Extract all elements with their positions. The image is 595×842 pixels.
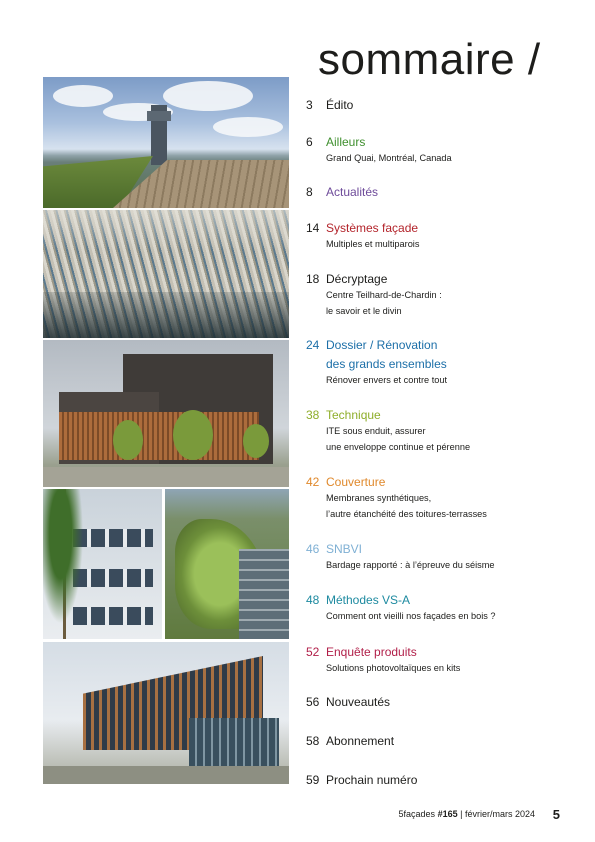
toc-page-number: 8 — [306, 185, 313, 199]
toc-heading: Couverture — [326, 475, 386, 489]
photo-column — [43, 77, 289, 784]
toc-subtitle: ITE sous enduit, assurer — [326, 426, 426, 436]
toc-page-number: 14 — [306, 221, 320, 235]
toc-heading: Ailleurs — [326, 135, 366, 149]
toc-heading: Prochain numéro — [326, 773, 418, 787]
toc-page-number: 58 — [306, 734, 320, 748]
photo-green-roof — [165, 489, 289, 639]
photo-facade-lamellas — [43, 210, 289, 338]
toc-heading: Méthodes VS-A — [326, 593, 411, 607]
toc-subtitle: Membranes synthétiques, — [326, 493, 432, 503]
toc-heading: SNBVI — [326, 542, 363, 556]
toc-heading: Enquête produits — [326, 645, 417, 659]
toc-subtitle: Solutions photovoltaïques en kits — [326, 663, 461, 673]
toc-page-number: 56 — [306, 695, 320, 709]
toc-page-number: 6 — [306, 135, 313, 149]
photo-wood-building — [43, 340, 289, 487]
toc-heading: Décryptage — [326, 272, 388, 286]
toc-heading: Dossier / Rénovation — [326, 338, 438, 352]
footer-issue-info — [399, 809, 535, 819]
toc-subtitle-line2: l’autre étanchéité des toitures-terrasses — [326, 509, 487, 519]
toc-subtitle: Grand Quai, Montréal, Canada — [326, 153, 452, 163]
toc-page-number: 24 — [306, 338, 320, 352]
toc-page-number: 3 — [306, 98, 313, 112]
photo-grand-quai — [43, 77, 289, 208]
page-number: 5 — [552, 807, 560, 822]
toc-page-number: 18 — [306, 272, 320, 286]
toc-page-number: 46 — [306, 542, 320, 556]
toc-subtitle: Comment ont vieilli nos façades en bois ? — [326, 611, 496, 621]
toc-heading: Systèmes façade — [326, 221, 419, 235]
page-title: sommaire / — [318, 35, 541, 84]
toc-subtitle: Centre Teilhard-de-Chardin : — [326, 290, 442, 300]
photo-modern-building — [43, 642, 289, 784]
toc-page-number: 38 — [306, 408, 320, 422]
toc-subtitle: Multiples et multiparois — [326, 239, 420, 249]
issue-date: | février/mars 2024 — [460, 809, 535, 819]
issue-number: #165 — [437, 809, 458, 819]
toc-heading: Actualités — [326, 185, 379, 199]
toc-page-number: 52 — [306, 645, 320, 659]
toc-page-number: 59 — [306, 773, 320, 787]
magazine-name: 5façades — [398, 809, 436, 819]
toc-heading: Technique — [326, 408, 381, 422]
toc-heading: Édito — [326, 98, 354, 112]
toc-heading: Nouveautés — [326, 695, 391, 709]
toc-subtitle: Rénover envers et contre tout — [326, 375, 448, 385]
toc-heading-line2: des grands ensembles — [326, 357, 447, 371]
toc-page-number: 48 — [306, 593, 320, 607]
toc-page-number: 42 — [306, 475, 320, 489]
photo-office-facade — [43, 489, 162, 639]
toc-heading: Abonnement — [326, 734, 395, 748]
toc-subtitle: Bardage rapporté : à l’épreuve du séisme — [326, 560, 495, 570]
toc-subtitle-line2: le savoir et le divin — [326, 306, 402, 316]
toc-subtitle-line2: une enveloppe continue et pérenne — [326, 442, 471, 452]
